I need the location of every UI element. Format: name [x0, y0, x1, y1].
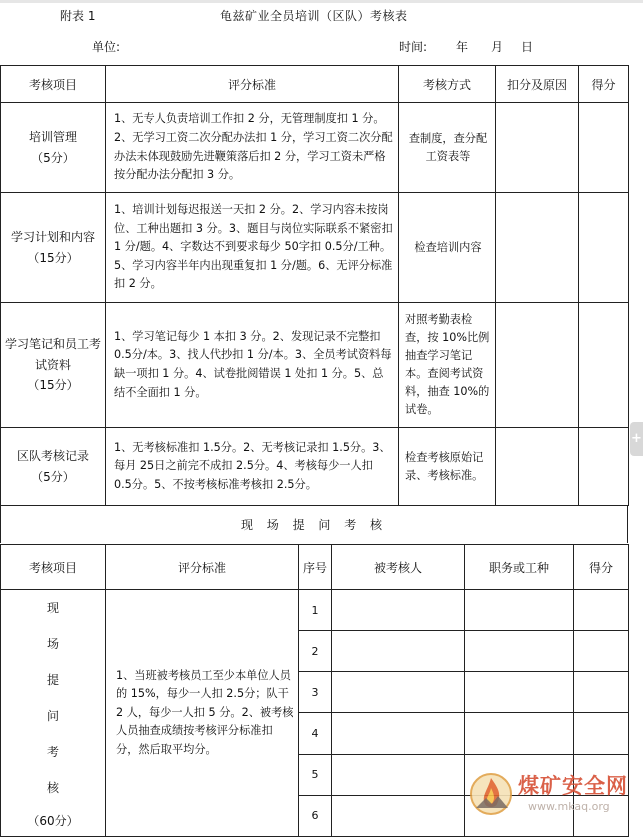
col-header-standard: 评分标准	[106, 66, 399, 103]
item-char: 考	[46, 745, 59, 759]
score-cell[interactable]	[574, 590, 629, 631]
year-label: 年	[456, 40, 469, 54]
item-score: （15分）	[27, 378, 79, 393]
examinee-cell[interactable]	[332, 631, 465, 672]
standard-cell: 1、学习笔记每少 1 本扣 3 分。2、发现记录不完整扣 0.5分/本。3、找人代抄扣 1 分/本。3、全员考试资料每缺一项扣 1 分。4、试卷批阅错误 1 处扣 1 分。5、总结不全面扣 1 分。	[106, 303, 399, 428]
standard-cell: 1、无考核标准扣 1.5分。2、无考核记录扣 1.5分。3、每月 25日之前完不成扣 2.5分。4、考核每少一人扣 0.5分。5、不按考核标准考核扣 2.5分。	[106, 428, 399, 506]
score-cell[interactable]	[574, 713, 629, 754]
col-header-method: 考核方式	[399, 66, 496, 103]
table-row	[1, 103, 629, 193]
item-cell	[1, 103, 106, 193]
item-cell	[1, 193, 106, 303]
unit-label: 单位:	[92, 40, 121, 54]
item-char: 问	[46, 709, 59, 723]
score-cell[interactable]	[579, 303, 629, 428]
page-title: 龟兹矿业全员培训（区队）考核表	[220, 9, 408, 23]
position-cell[interactable]	[465, 590, 574, 631]
standard-cell: 1、培训计划每迟报送一天扣 2 分。2、学习内容未按岗位、工种出题扣 3 分。3、题目与岗位实际联系不紧密扣 1 分/题。4、字数达不到要求每少 50字扣 0.5分/工种。5、学习内容半年内出现重复扣 1 分/题。6、无评分标准扣 2 分。	[106, 193, 399, 303]
score-cell[interactable]	[574, 672, 629, 713]
col-header-deduction: 扣分及原因	[496, 66, 579, 103]
deduction-cell[interactable]	[496, 303, 579, 428]
table-row	[1, 428, 629, 506]
item-char: 现	[46, 601, 59, 615]
onsite-item-cell	[1, 590, 106, 837]
seq-cell: 5	[299, 754, 332, 795]
col-header-position: 职务或工种	[465, 545, 574, 590]
onsite-standard-cell: 1、当班被考核员工至少本单位人员的 15%，每少一人扣 2.5分；队干 2 人，每少一人扣 5 分。2、被考核人员抽查成绩按考核评分标准扣分，然后取平均分。	[106, 590, 299, 837]
site-watermark	[466, 770, 636, 820]
position-cell[interactable]	[465, 713, 574, 754]
examinee-cell[interactable]	[332, 590, 465, 631]
item-name: 区队考核记录	[16, 449, 89, 464]
item-cell	[1, 303, 106, 428]
item-name: 培训管理	[28, 130, 77, 145]
table-header-row	[1, 545, 629, 590]
table-row	[1, 590, 629, 631]
item-score: （15分）	[27, 250, 79, 265]
method-cell: 检查培训内容	[399, 193, 496, 303]
appendix-label: 附表 1	[60, 9, 96, 23]
deduction-cell[interactable]	[496, 103, 579, 193]
col-header-examinee: 被考核人	[332, 545, 465, 590]
item-char: 提	[46, 673, 59, 687]
item-name: 学习笔记和员工考试资料	[4, 337, 101, 372]
table-header-row	[1, 66, 629, 103]
flame-logo-icon	[468, 772, 514, 816]
examinee-cell[interactable]	[332, 713, 465, 754]
examinee-cell[interactable]	[332, 672, 465, 713]
day-label: 日	[521, 40, 534, 54]
item-char: 核	[46, 781, 59, 795]
position-cell[interactable]	[465, 631, 574, 672]
section-title-onsite: 现 场 提 问 考 核	[0, 505, 628, 543]
time-label: 时间:	[399, 40, 428, 54]
deduction-cell[interactable]	[496, 193, 579, 303]
seq-cell: 1	[299, 590, 332, 631]
watermark-url: www.mkaq.org	[528, 800, 610, 813]
item-cell	[1, 428, 106, 506]
examinee-cell[interactable]	[332, 795, 465, 836]
examinee-cell[interactable]	[332, 754, 465, 795]
item-name: 学习计划和内容	[10, 230, 95, 245]
month-label: 月	[491, 40, 504, 54]
item-score: （5分）	[31, 150, 75, 165]
method-cell: 对照考勤表检查，按 10%比例抽查学习笔记本。查阅考试资料，抽查 10%的试卷。	[399, 303, 496, 428]
col-header-score: 得分	[579, 66, 629, 103]
score-cell[interactable]	[579, 103, 629, 193]
seq-cell: 6	[299, 795, 332, 836]
top-rule	[0, 0, 643, 3]
standard-cell: 1、无专人负责培训工作扣 2 分，无管理制度扣 1 分。2、无学习工资二次分配办法扣 1 分，学习工资二次分配办法未体现鼓励先进鞭策落后扣 2 分，学习工资未严格按分配办法分配扣 3 分。	[106, 103, 399, 193]
position-cell[interactable]	[465, 672, 574, 713]
method-cell: 检查考核原始记录、考核标准。	[399, 428, 496, 506]
table-row	[1, 303, 629, 428]
col-header-item: 考核项目	[1, 545, 106, 590]
score-cell[interactable]	[579, 193, 629, 303]
side-expand-tab[interactable]: +	[630, 422, 643, 456]
seq-cell: 2	[299, 631, 332, 672]
watermark-text: 煤矿安全网	[518, 774, 628, 798]
table-row	[1, 193, 629, 303]
assessment-table	[0, 65, 629, 506]
col-header-score: 得分	[574, 545, 629, 590]
seq-cell: 3	[299, 672, 332, 713]
col-header-seq: 序号	[299, 545, 332, 590]
score-cell[interactable]	[579, 428, 629, 506]
item-score: （5分）	[31, 469, 75, 484]
col-header-standard: 评分标准	[106, 545, 299, 590]
score-cell[interactable]	[574, 631, 629, 672]
method-cell: 查制度，查分配工资表等	[399, 103, 496, 193]
deduction-cell[interactable]	[496, 428, 579, 506]
col-header-item: 考核项目	[1, 66, 106, 103]
item-char: 场	[46, 637, 59, 651]
seq-cell: 4	[299, 713, 332, 754]
item-score: （60分）	[27, 814, 79, 828]
